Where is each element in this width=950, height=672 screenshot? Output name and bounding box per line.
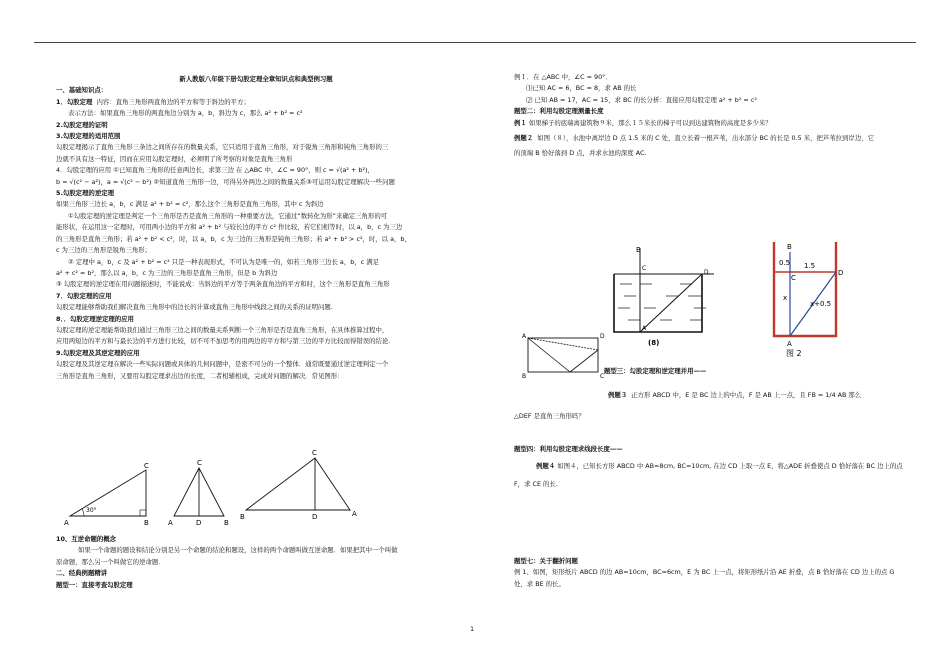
tri3-label-b: B bbox=[240, 513, 245, 521]
s1-expression: 表示方法：如果直角三角形的两直角边分别为 a，b，斜边为 c，那么 a² + b² = c² bbox=[68, 109, 303, 118]
s3-line-1: 勾股定理揭示了直角三角形三条边之间所存在的数量关系，它只适用于直角三角形，对于锐角三角形和钝角三角形的三 bbox=[56, 143, 389, 152]
s5-line-7: a² + c² = b²，那么以 a，b，c 为三边的三角形是直角三角形，但是 b 为斜边 bbox=[56, 268, 278, 277]
fig2-label-c: C bbox=[791, 274, 796, 282]
pool-outline bbox=[774, 242, 836, 336]
reed-bent bbox=[640, 274, 702, 332]
ex-b-line-1 bbox=[514, 133, 914, 144]
ex-b-label: 例题２ bbox=[514, 134, 534, 143]
s2-heading: 2.勾股定理的证明 bbox=[56, 120, 108, 129]
ex1-line-3: ⑵ 已知 AB = 17，AC = 15，求 BC 的长分析：直接应用勾股定理 a² + b² = c² bbox=[526, 95, 757, 104]
fig8-label-a: A bbox=[642, 325, 647, 332]
s4-line-2: b = √(c² − a²)，a = √(c² − b²) ②知道直角三角形一边，可得另外两边之间的数量关系③可运用勾股定理解决一些问题 bbox=[56, 177, 395, 186]
triangle-3 bbox=[246, 458, 350, 510]
left-column-bottom bbox=[56, 534, 456, 591]
s1-title: 1．勾股定理 bbox=[56, 97, 93, 106]
ex7-line-1: 例 1、如图，矩形纸片 ABCD 的边 AB=10cm，BC=6cm，E 为 BC 上一点，将矩形纸片沿 AE 折叠，点 B 恰好落在 CD 边上的点 G bbox=[514, 568, 895, 577]
ex3-line-2: △DEF 是直角三角形吗？ bbox=[514, 412, 585, 421]
ex-a-line bbox=[514, 118, 914, 129]
tri2-label-a: A bbox=[168, 519, 173, 527]
ex1-line-1: 例１．在 △ABC 中，∠C = 90°． bbox=[514, 73, 612, 81]
fig2-label-b: B bbox=[787, 243, 792, 251]
s5-line-2: ①勾股定理的逆定理是判定一个三角形是否是直角三角形的一种重要方法，它通过“数转化为形”来确定三角形的可 bbox=[68, 211, 388, 220]
figure-8-svg bbox=[610, 244, 720, 350]
type-3-heading: 题型三：勾股定理和逆定理并用—— bbox=[604, 367, 707, 375]
s10-line-1: 如果一个命题的题设和结论分别是另一个命题的结论和题设，这样的两个命题叫做互逆命题．如果把其中一个叫做 bbox=[78, 546, 398, 555]
page-number: 1 bbox=[470, 625, 475, 633]
s9-line-1: 勾股定理及其逆定理在解决一些实际问题或具体的几何问题中，是密不可分的一个整体．通常既要通过逆定理判定一个 bbox=[56, 360, 389, 369]
type-4-heading: 题型四：利用勾股定理求线段长度—— bbox=[514, 445, 623, 453]
figure-2 bbox=[764, 238, 848, 358]
left-column bbox=[56, 74, 456, 382]
right-column bbox=[514, 72, 914, 160]
rect-label-d: D bbox=[600, 333, 605, 340]
figure-2-svg bbox=[764, 238, 848, 358]
fig8-label-d: D bbox=[704, 269, 709, 276]
type-1-heading: 题型一：直接考查勾股定理 bbox=[56, 580, 133, 589]
s3-heading: 3.勾股定理的适用范围 bbox=[56, 132, 121, 141]
s1-line bbox=[56, 97, 456, 108]
s8-line-2: 应用两短边的平方和与最长边的平方进行比较，切不可不加思考的用两边的平方和与第三边的平方比较而得错误的结论. bbox=[56, 337, 391, 346]
right-column-ex7 bbox=[514, 556, 914, 590]
tri2-label-b: B bbox=[224, 519, 229, 527]
fig8-caption: (8) bbox=[648, 339, 660, 347]
top-rule bbox=[34, 42, 916, 43]
fig2-label-d: D bbox=[838, 269, 844, 277]
type-2-heading: 题型二：利用勾股定理测量长度 bbox=[514, 107, 604, 116]
ex-b-text-1: 如图（８），水池中离岸边 D 点 1.5 米的 C 处，直立长着一根芦苇，出水部分 BC 的长是 0.5 米，把芦苇拉到岸边，它 bbox=[537, 134, 874, 143]
fig8-label-c: C bbox=[642, 265, 647, 272]
tri3-label-c: C bbox=[312, 449, 317, 457]
s5-line-5: c 为三边的三角形是锐角三角形； bbox=[56, 246, 152, 255]
triangle-figures bbox=[60, 448, 460, 528]
right-column-middle bbox=[514, 366, 914, 377]
s1-text: 内容：直角三角形两直角边的平方和等于斜边的平方； bbox=[96, 97, 250, 106]
right-angle-mark-1 bbox=[140, 510, 146, 516]
ex4-line-2: F，求 CE 的长. bbox=[514, 479, 558, 488]
s5-line-3: 能形状，在运用这一定理时，可用两小边的平方和 a² + b² 与较长边的平方 c² 作比较，若它们相等时，以 a，b，c 为三边 bbox=[56, 223, 403, 232]
tri1-label-c: C bbox=[144, 462, 149, 470]
section-basics-heading: 一、基础知识点： bbox=[56, 86, 108, 95]
s5-line-1: 如果三角形三边长 a，b，c 满足 a² + b² = c²，那么这个三角形是直角三角形，其中 c 为斜边 bbox=[56, 200, 324, 209]
tri1-label-a: A bbox=[64, 519, 69, 527]
ex-a-text: 如果梯子的底端离建筑物９米，那么１５米长的梯子可以到达建筑物的高度是多少米？ bbox=[528, 118, 772, 127]
s4-line-1: 4．勾股定理的应用 ①已知直角三角形的任意两边长，求第三边 在 △ABC 中，∠C = 90°，则 c = √(a² + b²)， bbox=[56, 166, 374, 175]
fig8-label-b: B bbox=[636, 246, 641, 254]
s5-line-4: 的三角形是直角三角形；若 a² + b² < c²，时，以 a，b，c 为三边的三角形是钝角三角形；若 a² + b² > c²，时，以 a，b， bbox=[56, 234, 411, 243]
tri1-label-b: B bbox=[144, 519, 149, 527]
section-examples-heading: 二、经典例题精讲 bbox=[56, 569, 108, 578]
tri3-label-d: D bbox=[312, 513, 318, 521]
ex4-label: 例题４ bbox=[536, 462, 556, 471]
document-title: 新人教版八年级下册勾股定理全章知识点和典型例习题 bbox=[179, 75, 333, 83]
rect-label-a: A bbox=[522, 333, 527, 340]
s8-line-1: 勾股定理的逆定理能帮助我们通过三角形三边之间的数量关系判断一个三角形是否是直角三角形，在具体推算过程中， bbox=[56, 325, 389, 334]
s7-heading: 7．勾股定理的应用 bbox=[56, 291, 112, 300]
tri3-label-a: A bbox=[352, 510, 357, 518]
rect-label-c: C bbox=[600, 373, 605, 380]
triangle-figures-svg bbox=[60, 448, 460, 528]
ex4-line-1 bbox=[514, 461, 914, 472]
tri2-label-d: D bbox=[196, 519, 202, 527]
fig2-label-a: A bbox=[787, 340, 792, 348]
rect-label-b: B bbox=[522, 373, 527, 380]
s9-line-2: 三角形是直角三角形，又要用勾股定理求出边的长度，二者相辅相成，完成对问题的解决．常见图形： bbox=[56, 371, 344, 380]
s7-line-1: 勾股定理能够帮助我们解决直角三角形中的边长的计算或直角三角形中线段之间的关系的证明问题. bbox=[56, 303, 333, 312]
triangle-1 bbox=[70, 470, 146, 516]
tri2-label-c: C bbox=[197, 459, 202, 467]
right-column-ex4 bbox=[514, 444, 914, 490]
ex7-line-2: 处，求 BE 的长。 bbox=[514, 579, 565, 588]
pool-walls bbox=[614, 274, 702, 332]
s3-line-2: 边就不具有这一特征，因而在应用勾股定理时，必须明了所考察的对象是直角三角形 bbox=[56, 154, 293, 163]
angle-label: 30° bbox=[86, 507, 97, 514]
s9-heading: 9.勾股定理及其逆定理的应用 bbox=[56, 348, 140, 357]
fig2-caption: 图 2 bbox=[786, 349, 802, 358]
ex-b-line-2: 的顶端 B 恰好落到 D 点，并求水池的深度 AC. bbox=[514, 149, 647, 158]
ex4-text-1: 如图４，已知长方形 ABCD 中 AB=8cm, BC=10cm, 在边 CD 上取一点 E，将△ADE 折叠使点 D 恰好落在 BC 边上的点 bbox=[557, 462, 903, 471]
right-column-ex3 bbox=[514, 390, 914, 423]
water-hatching bbox=[618, 284, 706, 320]
s10-line-2: 原命题，那么另一个叫做它的逆命题． bbox=[56, 557, 165, 566]
ex-a-label: 例１ bbox=[514, 118, 527, 127]
fig2-label-x: x bbox=[783, 294, 788, 302]
s10-heading: 10、互逆命题的概念 bbox=[56, 535, 117, 543]
type-7-heading: 题型七：关于翻折问题 bbox=[514, 557, 578, 565]
s5-heading: 5.勾股定理的逆定理 bbox=[56, 189, 114, 198]
fig2-label-top: 0.5 bbox=[779, 259, 791, 267]
fig2-label-x05: x+0.5 bbox=[810, 300, 832, 308]
s8-heading: 8．．勾股定理逆定理的应用 bbox=[56, 314, 134, 323]
angle-arc bbox=[82, 509, 84, 516]
figure-8 bbox=[610, 244, 720, 350]
ex1-line-2: ⑴已知 AC = 6，BC = 8，求 AB 的长 bbox=[526, 84, 637, 93]
ex3-label: 例题３ bbox=[608, 391, 628, 399]
s5-line-8: ③ 勾股定理的逆定理在用问题描述时，不能说成：当斜边的平方等于两条直角边的平方和时，这个三角形是直角三角形 bbox=[56, 280, 390, 289]
ex3-text-1: 正方形 ABCD 中，E 是 BC 边上的中点，F 是 AB 上一点，且 FB = 1/4 AB 那么 bbox=[631, 391, 862, 399]
s5-line-6: ② 定理中 a，b，c 及 a² + b² = c² 只是一种表现形式，不可认为是唯一的，如若三角形三边长 a，b，c 满足 bbox=[68, 257, 379, 266]
ex3-line-1 bbox=[514, 390, 914, 401]
fold-edge-2 bbox=[528, 338, 598, 350]
fig2-label-right: 1.5 bbox=[804, 262, 816, 270]
